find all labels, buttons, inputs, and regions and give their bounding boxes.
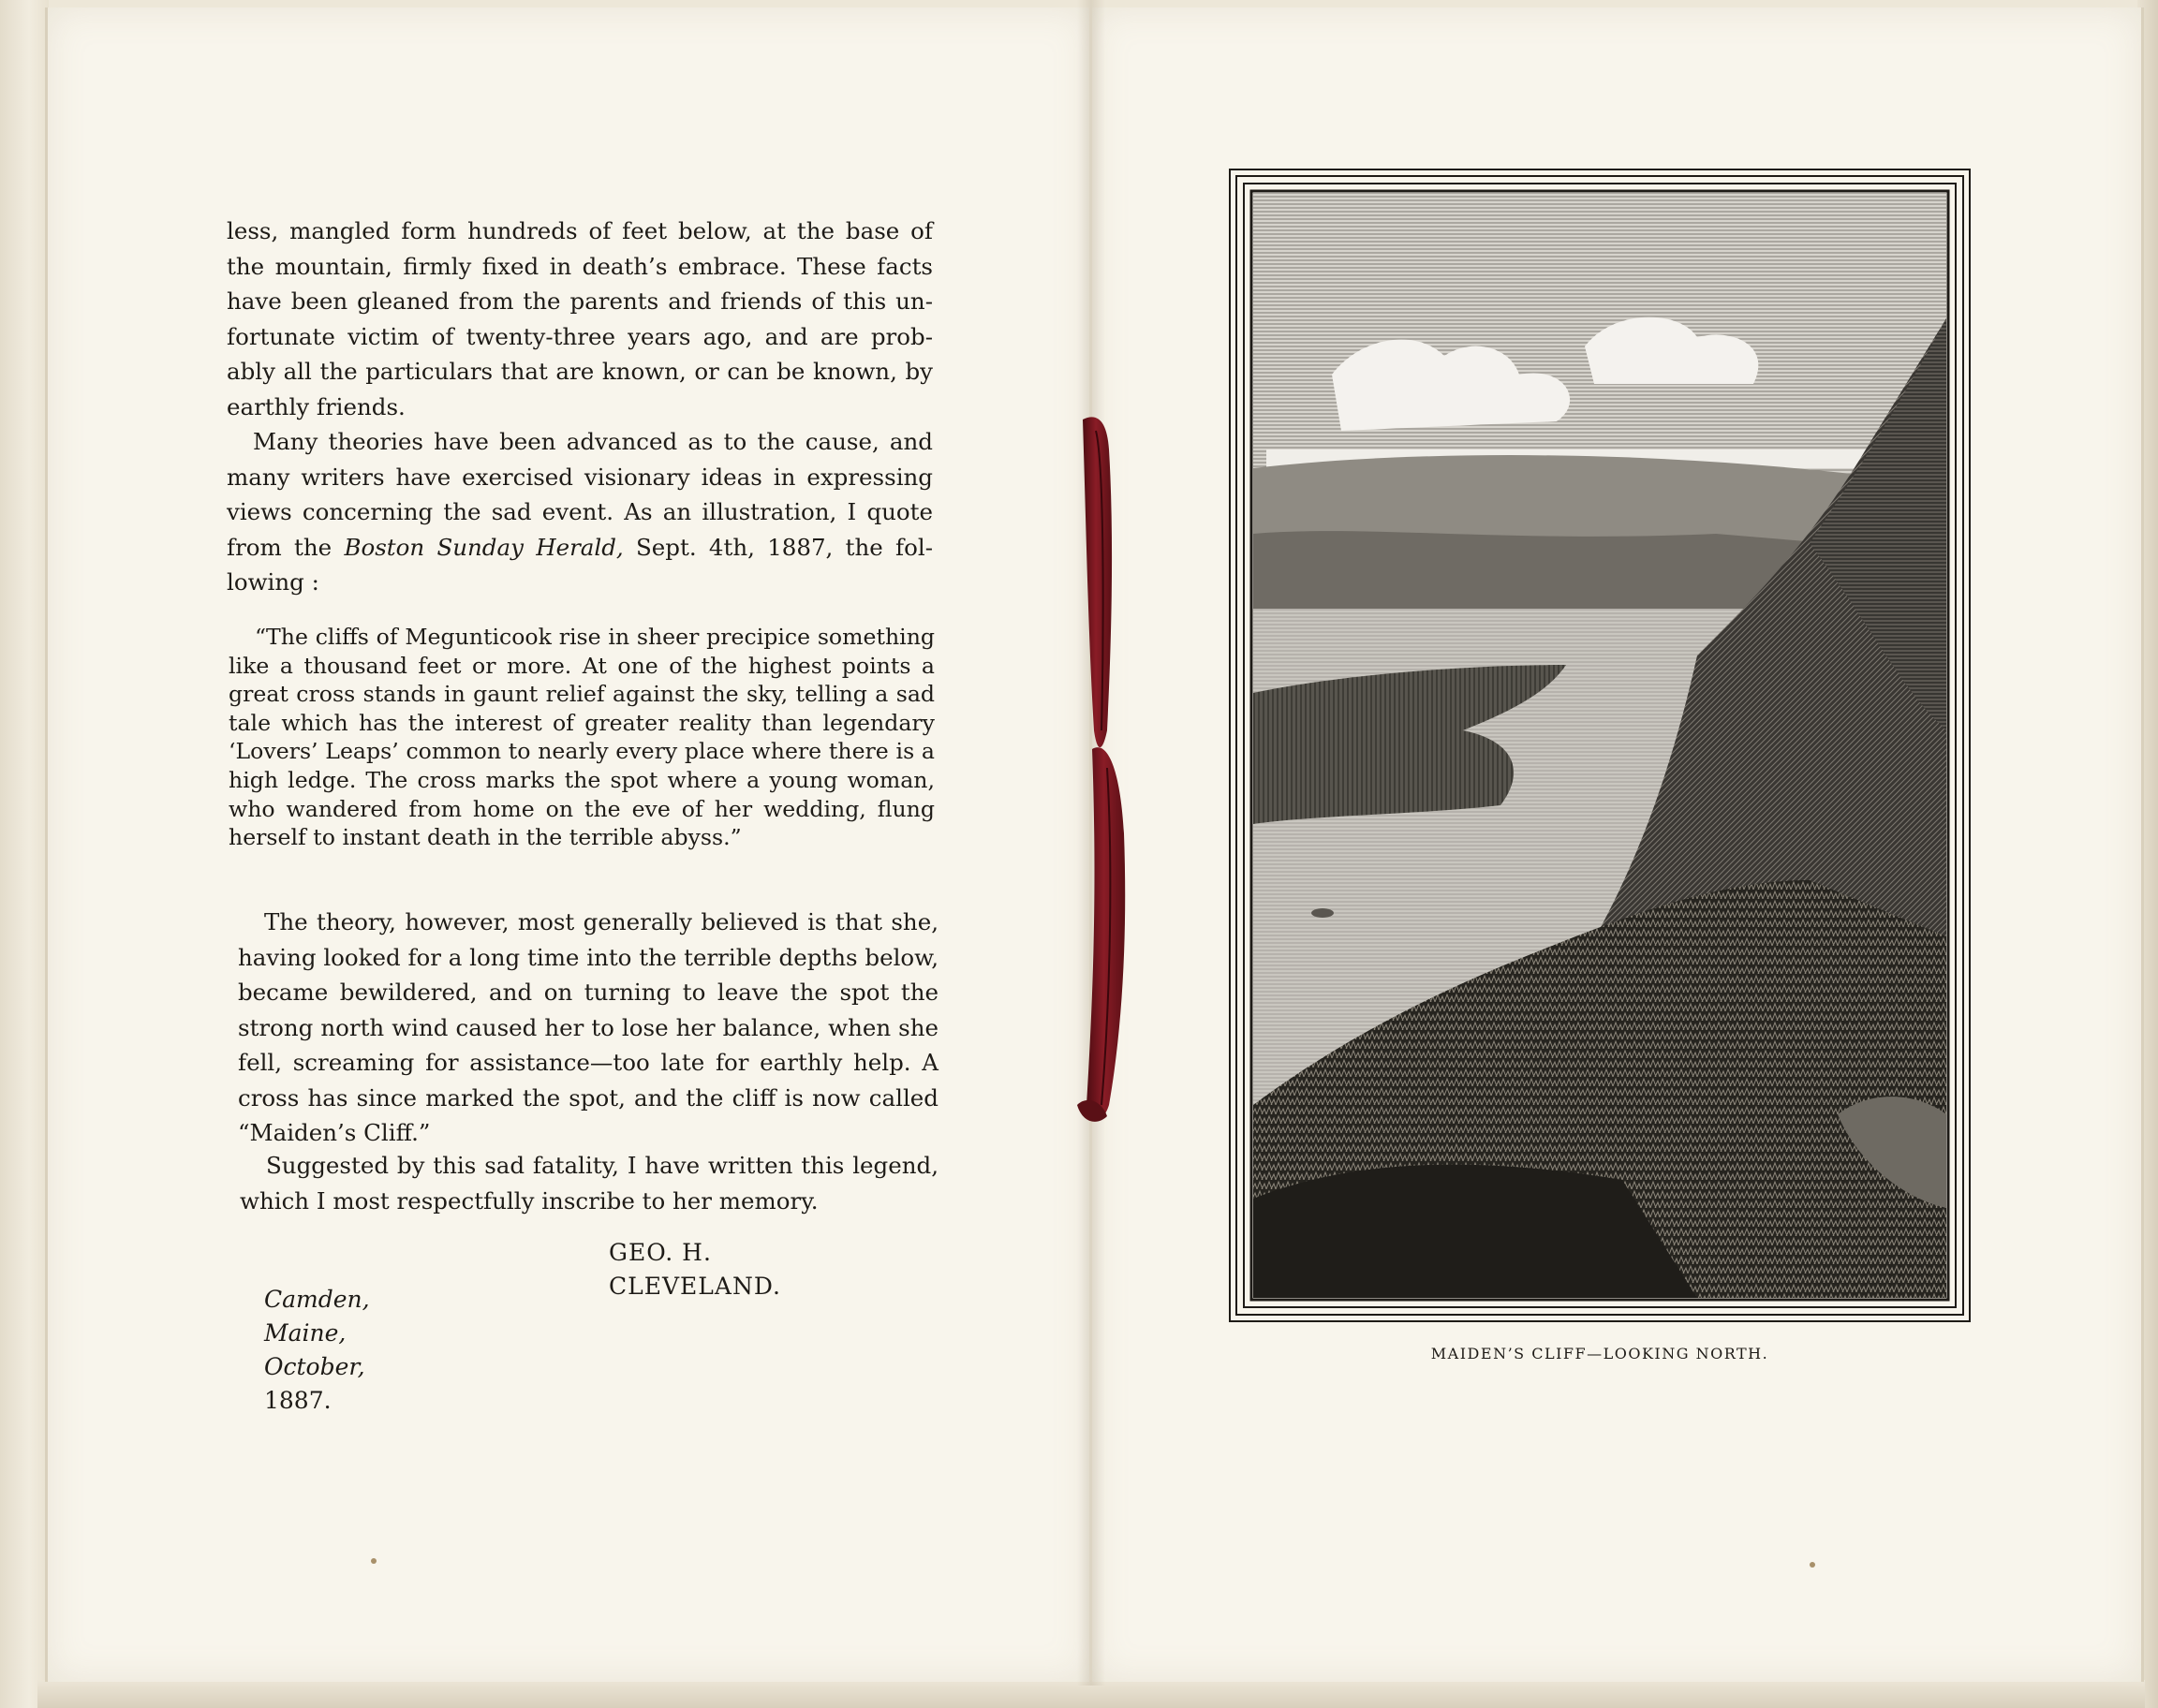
cover-edge-left — [0, 0, 49, 1708]
paragraph-4: Suggested by this sad fatality, I have written this legend, which I most respectfully inscribe to her memory. — [240, 1152, 939, 1215]
author-signature: GEO. H. CLEVELAND. — [609, 1239, 781, 1300]
plate-caption: MAIDEN’S CLIFF—LOOKING NORTH. — [1430, 1345, 1769, 1362]
quote-source-details: Sept. 4th, 1887, the following : — [227, 533, 933, 596]
dateline — [264, 1283, 370, 1418]
paper-speck — [371, 1558, 377, 1564]
paragraph-2-text: Many theories have been advanced as to the cause, and many writers have exercised visionary ideas in expressing views concerning the sad event. As an illustration, I quote from the — [227, 428, 933, 561]
dateline-place: Camden, Maine, October, — [264, 1286, 370, 1380]
paragraph-2 — [227, 424, 933, 600]
engraving-maidens-cliff — [1229, 169, 1971, 1322]
paragraph-3: The theory, however, most generally believed is that she, having looked for a long time into the terrible depths below, became bewildered, and on turning to leave the spot the strong north wind caused her to lose her balance, when she fell, screaming for assistance—too late for earthly help. A cross has since marked the spot, and the cliff is now called “Maiden’s Cliff.” — [238, 908, 939, 1146]
dateline-year: 1887. — [264, 1387, 332, 1414]
paper-speck — [1810, 1562, 1815, 1568]
ribbon-binding — [1070, 412, 1145, 1133]
paragraph-1: less, mangled form hundreds of feet below, at the base of the mountain, firmly fixed in death’s embrace. These facts have been gleaned from the parents and friends of this unfortunate victim of twenty-three years ago, and are probably all the particulars that are known, or can be known, by earthly friends. — [227, 217, 933, 420]
quote-source-title: Boston Sunday Herald, — [344, 533, 624, 561]
block-quote: “The cliffs of Megunticook rise in sheer precipice something like a thousand feet or more. At one of the highest points a great cross stands in gaunt relief against the sky, telling a sad tale which has the interest of greater reality than legendary ‘Lovers’ Leaps’ common to nearly every place where there is a high ledge. The cross marks the spot where a young woman, who wandered from home on the eve of her wedding, flung herself to instant death in the terrible abyss.” — [229, 624, 935, 851]
